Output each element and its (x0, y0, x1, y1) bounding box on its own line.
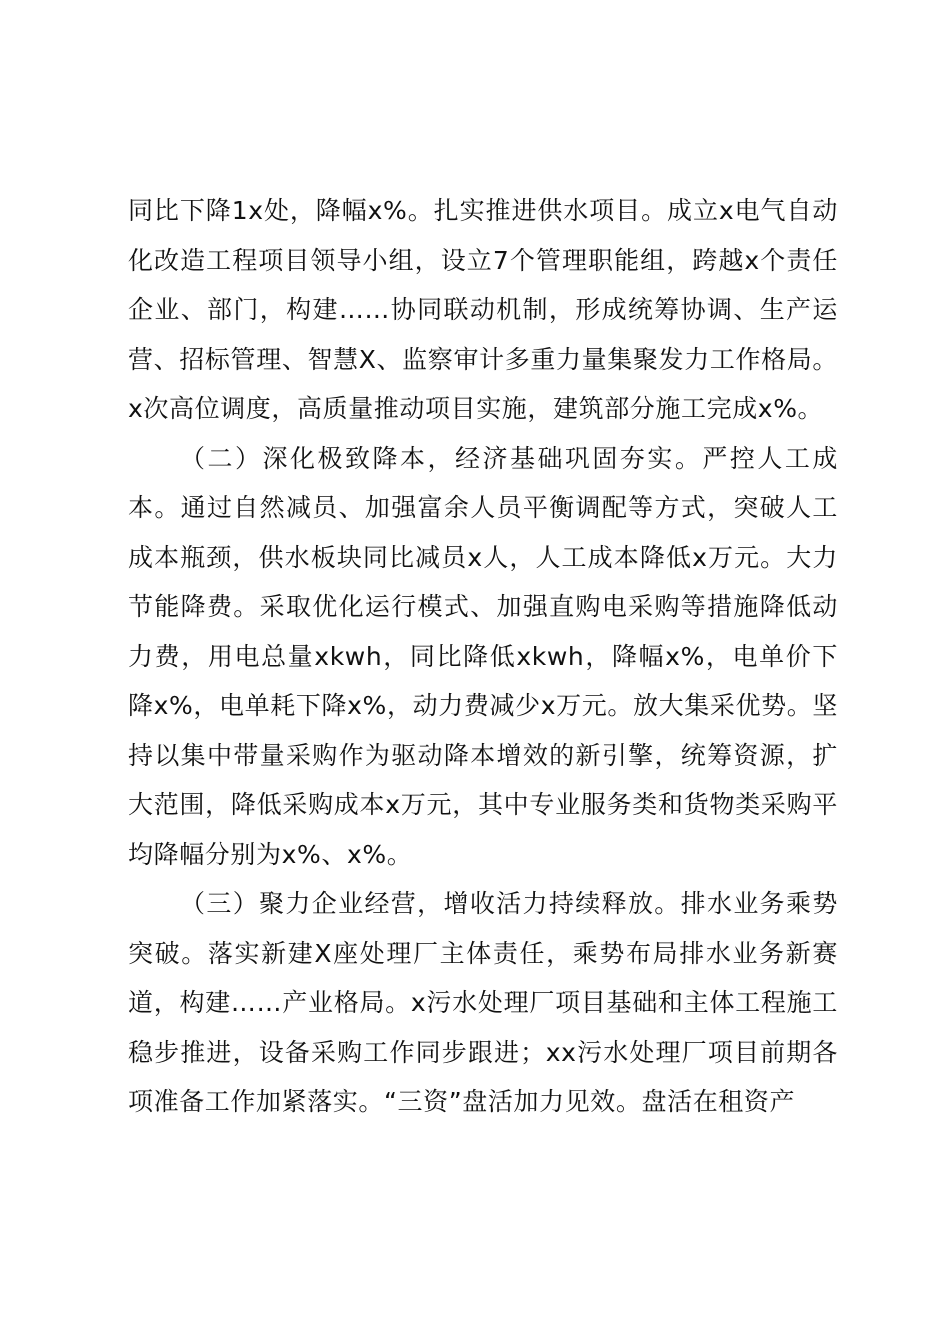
document-body (128, 186, 838, 1127)
paragraph-continuation: 同比下降1x处，降幅x%。扎实推进供水项目。成立x电气自动化改造工程项目领导小组，设立7个管理职能组，跨越x个责任企业、部门，构建……协同联动机制，形成统筹协调、生产运营、招标管理、智慧X、监察审计多重力量集聚发力工作格局。x次高位调度，高质量推动项目实施，建筑部分施工完成x%。 (128, 196, 838, 423)
paragraph-section-three: （三）聚力企业经营，增收活力持续释放。排水业务乘势突破。落实新建X座处理厂主体责任，乘势布局排水业务新赛道，构建……产业格局。x污水处理厂项目基础和主体工程施工稳步推进，设备采购工作同步跟进；xx污水处理厂项目前期各项准备工作加紧落实。“三资”盘活加力见效。盘活在租资产 (128, 889, 838, 1116)
paragraph-section-two: （二）深化极致降本，经济基础巩固夯实。严控人工成本。通过自然减员、加强富余人员平衡调配等方式，突破人工成本瓶颈，供水板块同比减员x人，人工成本降低x万元。大力节能降费。采取优化运行模式、加强直购电采购等措施降低动力费，用电总量xkwh，同比降低xkwh，降幅x%，电单价下降x%，电单耗下降x%，动力费减少x万元。放大集采优势。坚持以集中带量采购作为驱动降本增效的新引擎，统筹资源，扩大范围，降低采购成本x万元，其中专业服务类和货物类采购平均降幅分别为x%、x%。 (128, 443, 838, 869)
